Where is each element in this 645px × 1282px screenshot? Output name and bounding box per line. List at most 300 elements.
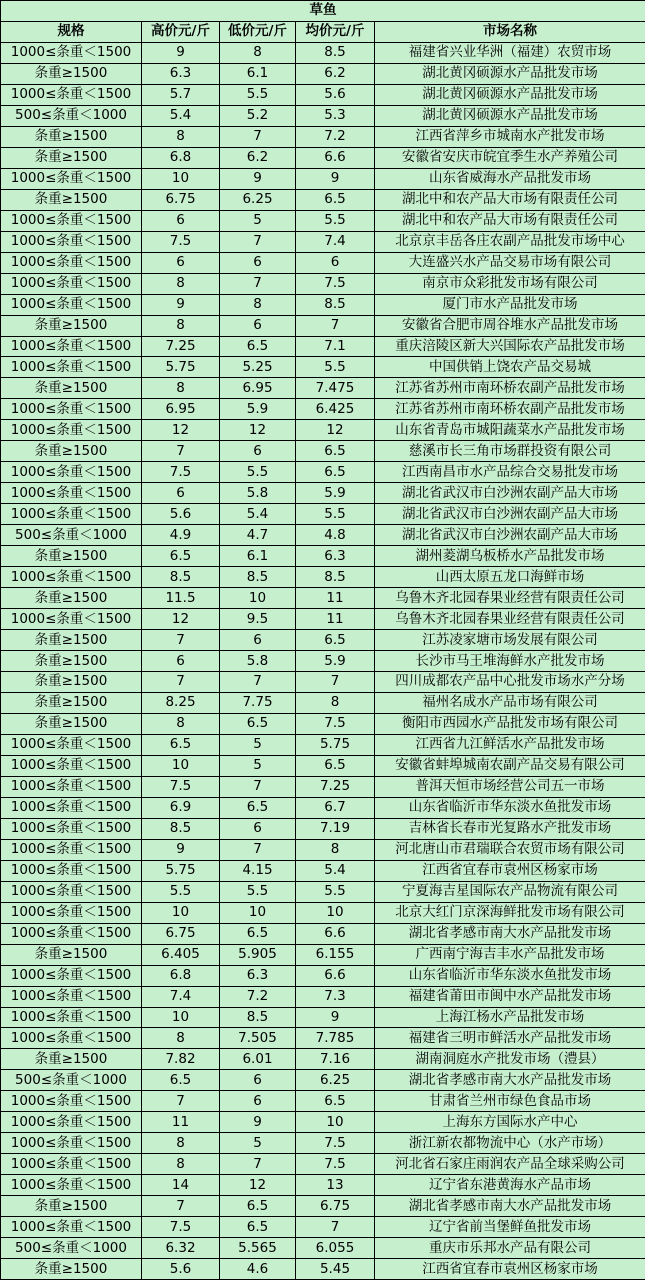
cell-high-price: 6 [142,210,220,231]
cell-low-price: 6 [220,630,296,651]
cell-avg-price: 6.25 [296,1070,375,1091]
cell-market-name: 上海东方国际水产中心 [375,1112,645,1133]
cell-low-price: 7 [220,839,296,860]
cell-market-name: 北京大红门京深海鲜批发市场有限公司 [375,902,645,923]
cell-avg-price: 11 [296,588,375,609]
cell-low-price: 10 [220,588,296,609]
cell-spec: 500≤条重＜1000 [1,525,142,546]
cell-market-name: 辽宁省东港黄海水产品市场 [375,1175,645,1196]
cell-low-price: 10 [220,902,296,923]
cell-market-name: 湖北黄冈硕源水产品批发市场 [375,84,645,105]
cell-high-price: 8 [142,273,220,294]
cell-high-price: 6.9 [142,797,220,818]
cell-high-price: 5.4 [142,105,220,126]
cell-high-price: 7.5 [142,462,220,483]
cell-avg-price: 7.19 [296,818,375,839]
cell-high-price: 11.5 [142,588,220,609]
table-row [1,147,645,168]
table-row [1,1049,645,1070]
cell-market-name: 厦门市水产品批发市场 [375,294,645,315]
cell-avg-price: 7 [296,315,375,336]
cell-high-price: 6.5 [142,1070,220,1091]
table-row [1,378,645,399]
table-row [1,420,645,441]
cell-market-name: 浙江新农都物流中心（水产市场） [375,1133,645,1154]
table-row [1,1217,645,1238]
cell-spec: 条重≥1500 [1,189,142,210]
cell-avg-price: 5.5 [296,881,375,902]
cell-low-price: 6.01 [220,1049,296,1070]
cell-low-price: 8.5 [220,1007,296,1028]
cell-low-price: 5.8 [220,483,296,504]
cell-avg-price: 6.5 [296,1091,375,1112]
cell-low-price: 7 [220,776,296,797]
table-row [1,1238,645,1259]
cell-market-name: 河北省石家庄雨润农产品全球采购公司 [375,1154,645,1175]
cell-avg-price: 7.785 [296,1028,375,1049]
cell-high-price: 6.5 [142,734,220,755]
cell-spec: 1000≤条重＜1500 [1,797,142,818]
cell-market-name: 重庆涪陵区新大兴国际农产品批发市场 [375,336,645,357]
table-row [1,1007,645,1028]
table-row [1,441,645,462]
cell-spec: 1000≤条重＜1500 [1,420,142,441]
cell-spec: 条重≥1500 [1,147,142,168]
table-row [1,755,645,776]
cell-avg-price: 7.2 [296,126,375,147]
cell-high-price: 6.95 [142,399,220,420]
cell-avg-price: 7.5 [296,713,375,734]
cell-low-price: 4.7 [220,525,296,546]
cell-spec: 条重≥1500 [1,692,142,713]
cell-spec: 1000≤条重＜1500 [1,273,142,294]
cell-spec: 1000≤条重＜1500 [1,231,142,252]
table-row [1,797,645,818]
table-title: 草鱼 [1,1,645,22]
cell-avg-price: 13 [296,1175,375,1196]
cell-high-price: 5.75 [142,357,220,378]
cell-avg-price: 10 [296,1112,375,1133]
cell-market-name: 湖北中和农产品大市场有限责任公司 [375,210,645,231]
cell-spec: 1000≤条重＜1500 [1,734,142,755]
cell-low-price: 6 [220,1091,296,1112]
cell-low-price: 6.95 [220,378,296,399]
cell-market-name: 甘肃省兰州市绿色食品市场 [375,1091,645,1112]
cell-spec: 条重≥1500 [1,1259,142,1280]
cell-spec: 1000≤条重＜1500 [1,1154,142,1175]
cell-avg-price: 4.8 [296,525,375,546]
cell-low-price: 6.5 [220,336,296,357]
table-row [1,986,645,1007]
cell-avg-price: 5.4 [296,860,375,881]
cell-avg-price: 7.4 [296,231,375,252]
cell-market-name: 安徽省安庆市皖宜季生水产养殖公司 [375,147,645,168]
cell-spec: 条重≥1500 [1,1049,142,1070]
cell-spec: 1000≤条重＜1500 [1,902,142,923]
cell-spec: 1000≤条重＜1500 [1,252,142,273]
cell-market-name: 湖北黄冈硕源水产品批发市场 [375,63,645,84]
table-row [1,965,645,986]
table-row [1,609,645,630]
cell-avg-price: 6.5 [296,630,375,651]
cell-avg-price: 5.5 [296,210,375,231]
table-row [1,630,645,651]
cell-low-price: 7 [220,273,296,294]
cell-market-name: 湖北黄冈硕源水产品批发市场 [375,105,645,126]
cell-spec: 500≤条重＜1000 [1,105,142,126]
cell-spec: 条重≥1500 [1,588,142,609]
cell-market-name: 江西省萍乡市城南水产批发市场 [375,126,645,147]
cell-high-price: 6.8 [142,965,220,986]
cell-avg-price: 8 [296,692,375,713]
cell-high-price: 8 [142,378,220,399]
cell-low-price: 8 [220,42,296,63]
cell-avg-price: 8.5 [296,567,375,588]
cell-spec: 1000≤条重＜1500 [1,923,142,944]
cell-low-price: 9 [220,1112,296,1133]
table-row [1,63,645,84]
cell-low-price: 6.5 [220,797,296,818]
table-row [1,588,645,609]
cell-market-name: 安徽省合肥市周谷堆水产品批发市场 [375,315,645,336]
cell-spec: 条重≥1500 [1,378,142,399]
cell-avg-price: 7.5 [296,1154,375,1175]
cell-market-name: 大连盛兴水产品交易市场有限公司 [375,252,645,273]
cell-spec: 条重≥1500 [1,944,142,965]
table-row [1,105,645,126]
cell-high-price: 11 [142,1112,220,1133]
cell-high-price: 8 [142,713,220,734]
cell-high-price: 7 [142,672,220,693]
cell-spec: 1000≤条重＜1500 [1,1091,142,1112]
cell-spec: 1000≤条重＜1500 [1,860,142,881]
cell-low-price: 5 [220,734,296,755]
cell-high-price: 8.5 [142,567,220,588]
table-row [1,1133,645,1154]
cell-market-name: 普洱天恒市场经营公司五一市场 [375,776,645,797]
cell-high-price: 5.6 [142,1259,220,1280]
cell-spec: 条重≥1500 [1,651,142,672]
table-row [1,231,645,252]
cell-market-name: 江苏省苏州市南环桥农副产品批发市场 [375,378,645,399]
cell-high-price: 6.8 [142,147,220,168]
cell-market-name: 湖北省武汉市白沙洲农副产品大市场 [375,525,645,546]
table-row [1,1070,645,1091]
table-row [1,651,645,672]
cell-market-name: 江西省九江鲜活水产品批发市场 [375,734,645,755]
cell-high-price: 6.5 [142,546,220,567]
cell-high-price: 7 [142,441,220,462]
cell-low-price: 7.2 [220,986,296,1007]
cell-low-price: 5 [220,1133,296,1154]
cell-avg-price: 6.5 [296,189,375,210]
cell-spec: 条重≥1500 [1,315,142,336]
cell-low-price: 5.2 [220,105,296,126]
cell-high-price: 6.405 [142,944,220,965]
cell-market-name: 江西南昌市水产品综合交易批发市场 [375,462,645,483]
cell-high-price: 6 [142,252,220,273]
cell-market-name: 慈溪市长三角市场群投资有限公司 [375,441,645,462]
cell-low-price: 7.75 [220,692,296,713]
cell-low-price: 6 [220,441,296,462]
cell-spec: 条重≥1500 [1,630,142,651]
cell-market-name: 江苏凌家塘市场发展有限公司 [375,630,645,651]
cell-high-price: 6 [142,651,220,672]
cell-market-name: 山西太原五龙口海鲜市场 [375,567,645,588]
header-row [1,21,645,42]
cell-avg-price: 6.75 [296,1196,375,1217]
table-row [1,168,645,189]
table-row [1,1196,645,1217]
cell-avg-price: 7.475 [296,378,375,399]
cell-avg-price: 6.6 [296,147,375,168]
cell-low-price: 6.2 [220,147,296,168]
cell-avg-price: 7.1 [296,336,375,357]
cell-spec: 1000≤条重＜1500 [1,210,142,231]
cell-market-name: 江西省宜春市袁州区杨家市场 [375,1259,645,1280]
cell-high-price: 7.4 [142,986,220,1007]
table-row [1,357,645,378]
cell-high-price: 9 [142,42,220,63]
cell-spec: 条重≥1500 [1,713,142,734]
cell-market-name: 山东省青岛市城阳蔬菜水产品批发市场 [375,420,645,441]
table-row [1,1259,645,1280]
cell-avg-price: 6 [296,252,375,273]
cell-avg-price: 10 [296,902,375,923]
table-row [1,42,645,63]
cell-avg-price: 11 [296,609,375,630]
cell-spec: 1000≤条重＜1500 [1,1112,142,1133]
cell-avg-price: 9 [296,1007,375,1028]
cell-market-name: 湖北省孝感市南大水产品批发市场 [375,1070,645,1091]
cell-spec: 1000≤条重＜1500 [1,1175,142,1196]
column-header-low-price: 低价元/斤 [220,21,296,42]
cell-market-name: 江西省宜春市袁州区杨家市场 [375,860,645,881]
cell-high-price: 7.5 [142,231,220,252]
cell-spec: 1000≤条重＜1500 [1,818,142,839]
cell-spec: 1000≤条重＜1500 [1,336,142,357]
cell-spec: 1000≤条重＜1500 [1,839,142,860]
cell-market-name: 河北唐山市君瑞联合农贸市场有限公司 [375,839,645,860]
cell-spec: 1000≤条重＜1500 [1,609,142,630]
table-row [1,84,645,105]
cell-low-price: 7.505 [220,1028,296,1049]
cell-market-name: 四川成都农产品中心批发市场水产分场 [375,672,645,693]
cell-spec: 1000≤条重＜1500 [1,965,142,986]
cell-low-price: 6.5 [220,713,296,734]
cell-avg-price: 6.7 [296,797,375,818]
cell-high-price: 7 [142,630,220,651]
table-row [1,1112,645,1133]
cell-low-price: 6.3 [220,965,296,986]
cell-spec: 1000≤条重＜1500 [1,42,142,63]
cell-market-name: 辽宁省前当堡鲜鱼批发市场 [375,1217,645,1238]
cell-market-name: 江苏省苏州市南环桥农副产品批发市场 [375,399,645,420]
cell-low-price: 7 [220,1154,296,1175]
cell-low-price: 4.6 [220,1259,296,1280]
cell-market-name: 福建省三明市鲜活水产品批发市场 [375,1028,645,1049]
cell-avg-price: 6.3 [296,546,375,567]
cell-market-name: 福建省莆田市闽中水产品批发市场 [375,986,645,1007]
cell-avg-price: 6.6 [296,923,375,944]
cell-high-price: 8 [142,1028,220,1049]
cell-high-price: 5.5 [142,881,220,902]
table-body [1,42,645,1279]
table-row [1,776,645,797]
cell-high-price: 6.32 [142,1238,220,1259]
cell-market-name: 安徽省蚌埠城南农副产品交易有限公司 [375,755,645,776]
cell-high-price: 10 [142,755,220,776]
cell-market-name: 山东省临沂市华东淡水鱼批发市场 [375,965,645,986]
table-row [1,126,645,147]
cell-spec: 1000≤条重＜1500 [1,357,142,378]
cell-avg-price: 5.45 [296,1259,375,1280]
cell-high-price: 8 [142,1133,220,1154]
cell-low-price: 6 [220,1070,296,1091]
table-row [1,944,645,965]
cell-market-name: 山东省临沂市华东淡水鱼批发市场 [375,797,645,818]
cell-avg-price: 8.5 [296,294,375,315]
cell-low-price: 9.5 [220,609,296,630]
cell-low-price: 4.15 [220,860,296,881]
cell-high-price: 5.75 [142,860,220,881]
table-row [1,713,645,734]
cell-market-name: 中国供销上饶农产品交易城 [375,357,645,378]
cell-avg-price: 5.3 [296,105,375,126]
table-row [1,399,645,420]
cell-market-name: 福建省兴业华洲（福建）农贸市场 [375,42,645,63]
cell-low-price: 9 [220,168,296,189]
cell-market-name: 广西南宁海吉丰水产品批发市场 [375,944,645,965]
cell-low-price: 5.565 [220,1238,296,1259]
cell-low-price: 6.25 [220,189,296,210]
cell-avg-price: 5.9 [296,483,375,504]
cell-spec: 1000≤条重＜1500 [1,755,142,776]
table-row [1,860,645,881]
cell-low-price: 6.1 [220,546,296,567]
cell-high-price: 8.25 [142,692,220,713]
cell-low-price: 12 [220,1175,296,1196]
cell-avg-price: 5.75 [296,734,375,755]
cell-avg-price: 5.5 [296,504,375,525]
cell-avg-price: 5.5 [296,357,375,378]
cell-market-name: 乌鲁木齐北园春果业经营有限责任公司 [375,588,645,609]
table-row [1,839,645,860]
cell-spec: 条重≥1500 [1,546,142,567]
cell-spec: 条重≥1500 [1,126,142,147]
cell-low-price: 12 [220,420,296,441]
cell-low-price: 5 [220,755,296,776]
cell-spec: 1000≤条重＜1500 [1,483,142,504]
cell-high-price: 9 [142,294,220,315]
cell-low-price: 6.5 [220,1196,296,1217]
table-row [1,692,645,713]
table-row [1,336,645,357]
cell-avg-price: 7.25 [296,776,375,797]
cell-spec: 1000≤条重＜1500 [1,881,142,902]
table-row [1,189,645,210]
cell-low-price: 7 [220,126,296,147]
cell-low-price: 6.5 [220,923,296,944]
cell-low-price: 5.5 [220,881,296,902]
cell-market-name: 湖北省武汉市白沙洲农副产品大市场 [375,483,645,504]
cell-market-name: 上海江杨水产品批发市场 [375,1007,645,1028]
cell-low-price: 6 [220,252,296,273]
cell-market-name: 南京市众彩批发市场有限公司 [375,273,645,294]
cell-low-price: 5.25 [220,357,296,378]
cell-market-name: 宁夏海吉星国际农产品物流有限公司 [375,881,645,902]
cell-spec: 1000≤条重＜1500 [1,1028,142,1049]
cell-market-name: 湖北省孝感市南大水产品批发市场 [375,1196,645,1217]
cell-spec: 条重≥1500 [1,63,142,84]
cell-low-price: 5.4 [220,504,296,525]
table-row [1,1175,645,1196]
cell-spec: 条重≥1500 [1,1196,142,1217]
cell-high-price: 10 [142,902,220,923]
cell-low-price: 5.905 [220,944,296,965]
cell-spec: 500≤条重＜1000 [1,1070,142,1091]
table-row [1,294,645,315]
cell-low-price: 5.8 [220,651,296,672]
cell-spec: 条重≥1500 [1,672,142,693]
cell-market-name: 福州名成水产品市场有限公司 [375,692,645,713]
cell-high-price: 5.6 [142,504,220,525]
column-header-spec: 规格 [1,21,142,42]
cell-spec: 1000≤条重＜1500 [1,399,142,420]
cell-high-price: 5.7 [142,84,220,105]
column-header-avg-price: 均价元/斤 [296,21,375,42]
cell-avg-price: 6.5 [296,441,375,462]
table-row [1,273,645,294]
cell-avg-price: 9 [296,168,375,189]
cell-high-price: 14 [142,1175,220,1196]
column-header-market-name: 市场名称 [375,21,645,42]
cell-spec: 条重≥1500 [1,441,142,462]
cell-high-price: 8.5 [142,818,220,839]
cell-spec: 1000≤条重＜1500 [1,776,142,797]
table-row [1,902,645,923]
table-row [1,462,645,483]
cell-high-price: 8 [142,315,220,336]
cell-avg-price: 7 [296,672,375,693]
cell-high-price: 8 [142,126,220,147]
table-row [1,923,645,944]
table-row [1,818,645,839]
title-row [1,1,645,22]
cell-spec: 1000≤条重＜1500 [1,84,142,105]
cell-avg-price: 5.9 [296,651,375,672]
table-row [1,210,645,231]
cell-avg-price: 6.2 [296,63,375,84]
cell-market-name: 湖州菱湖乌板桥水产品批发市场 [375,546,645,567]
cell-high-price: 9 [142,839,220,860]
cell-low-price: 6.1 [220,63,296,84]
cell-market-name: 乌鲁木齐北园春果业经营有限责任公司 [375,609,645,630]
cell-market-name: 湖南洞庭水产批发市场（澧县） [375,1049,645,1070]
table-row [1,1154,645,1175]
cell-avg-price: 6.155 [296,944,375,965]
cell-low-price: 8 [220,294,296,315]
cell-avg-price: 6.425 [296,399,375,420]
cell-high-price: 8 [142,1154,220,1175]
cell-high-price: 7 [142,1196,220,1217]
cell-high-price: 7 [142,1091,220,1112]
cell-market-name: 湖北省武汉市白沙洲农副产品大市场 [375,504,645,525]
cell-low-price: 6 [220,818,296,839]
cell-spec: 1000≤条重＜1500 [1,294,142,315]
cell-high-price: 12 [142,420,220,441]
cell-avg-price: 8.5 [296,42,375,63]
